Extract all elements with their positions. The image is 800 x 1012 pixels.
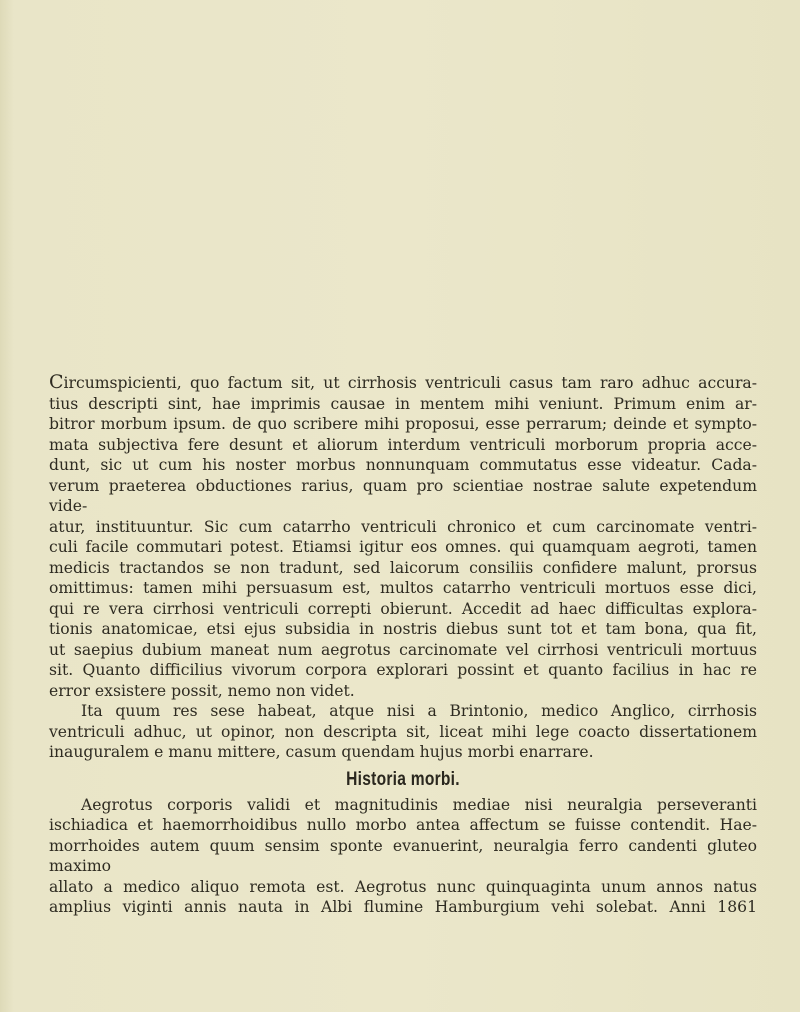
third-line-4: allato a medico aliquo remota est. Aegrotus nunc quinquaginta unum annos natus — [49, 877, 757, 896]
text-body — [49, 373, 757, 918]
third-line-3: morrhoides autem quum sensim sponte evanuerint, neuralgia ferro candenti gluteo maximo — [49, 836, 757, 875]
second-line-2: ventriculi adhuc, ut opinor, non descripta sit, liceat mihi lege coacto dissertationem — [49, 722, 757, 741]
initial-letter: C — [49, 371, 64, 393]
intro-line-6: verum praeterea obductiones rarius, quam pro scientiae nostrae salute expetendum vide- — [49, 476, 757, 515]
intro-line-7: atur, instituuntur. Sic cum catarrho ventriculi chronico et cum carcinomate ventri- — [49, 517, 757, 536]
intro-line-12: tionis anatomicae, etsi ejus subsidia in nostris diebus sunt tot et tam bona, qua fit, — [49, 620, 757, 638]
intro-line-14: sit. Quanto difficilius vivorum corpora explorari possint et quanto facilius in hac re — [49, 661, 757, 679]
intro-line-4: mata subjectiva fere desunt et aliorum interdum ventriculi morborum propria acce- — [49, 435, 757, 454]
intro-line-3: bitror morbum ipsum. de quo scribere mihi proposui, esse perrarum; deinde et sympto- — [49, 415, 757, 433]
intro-line-11: qui re vera cirrhosi ventriculi correpti obierunt. Accedit ad haec difficultas explora- — [49, 599, 757, 618]
intro-line-2: tius descripti sint, hae imprimis causae in mentem mihi veniunt. Primum enim ar- — [49, 394, 757, 413]
section-heading: Historia morbi. — [346, 768, 460, 790]
second-paragraph — [49, 701, 757, 763]
intro-paragraph — [49, 373, 757, 701]
intro-line-1: Circumspicienti, quo factum sit, ut cirrhosis ventriculi casus tam raro adhuc accura- — [49, 371, 757, 393]
third-line-5: amplius viginti annis nauta in Albi flumine Hamburgium vehi solebat. Anni 1861 — [49, 898, 757, 916]
intro-line-15: error exsistere possit, nemo non videt. — [49, 681, 355, 700]
third-line-1: Aegrotus corporis validi et magnitudinis mediae nisi neuralgia perseveranti — [81, 795, 757, 814]
second-line-1: Ita quum res sese habeat, atque nisi a Brintonio, medico Anglico, cirrhosis — [81, 702, 757, 720]
intro-line-13: ut saepius dubium maneat num aegrotus carcinomate vel cirrhosi ventriculi mortuus — [49, 640, 757, 659]
second-line-3: inauguralem e manu mittere, casum quendam hujus morbi enarrare. — [49, 743, 594, 761]
intro-line-8: culi facile commutari potest. Etiamsi igitur eos omnes. qui quamquam aegroti, tamen — [49, 538, 757, 556]
intro-line-10: omittimus: tamen mihi persuasum est, multos catarrho ventriculi mortuos esse dici, — [49, 579, 757, 597]
third-paragraph — [49, 795, 757, 918]
intro-line-5: dunt, sic ut cum his noster morbus nonnunquam commutatus esse videatur. Cada- — [49, 456, 757, 474]
intro-line-9: medicis tractandos se non tradunt, sed laicorum consiliis confidere malunt, prorsus — [49, 558, 757, 577]
third-line-2: ischiadica et haemorrhoidibus nullo morbo antea affectum se fuisse contendit. Hae- — [49, 816, 757, 834]
